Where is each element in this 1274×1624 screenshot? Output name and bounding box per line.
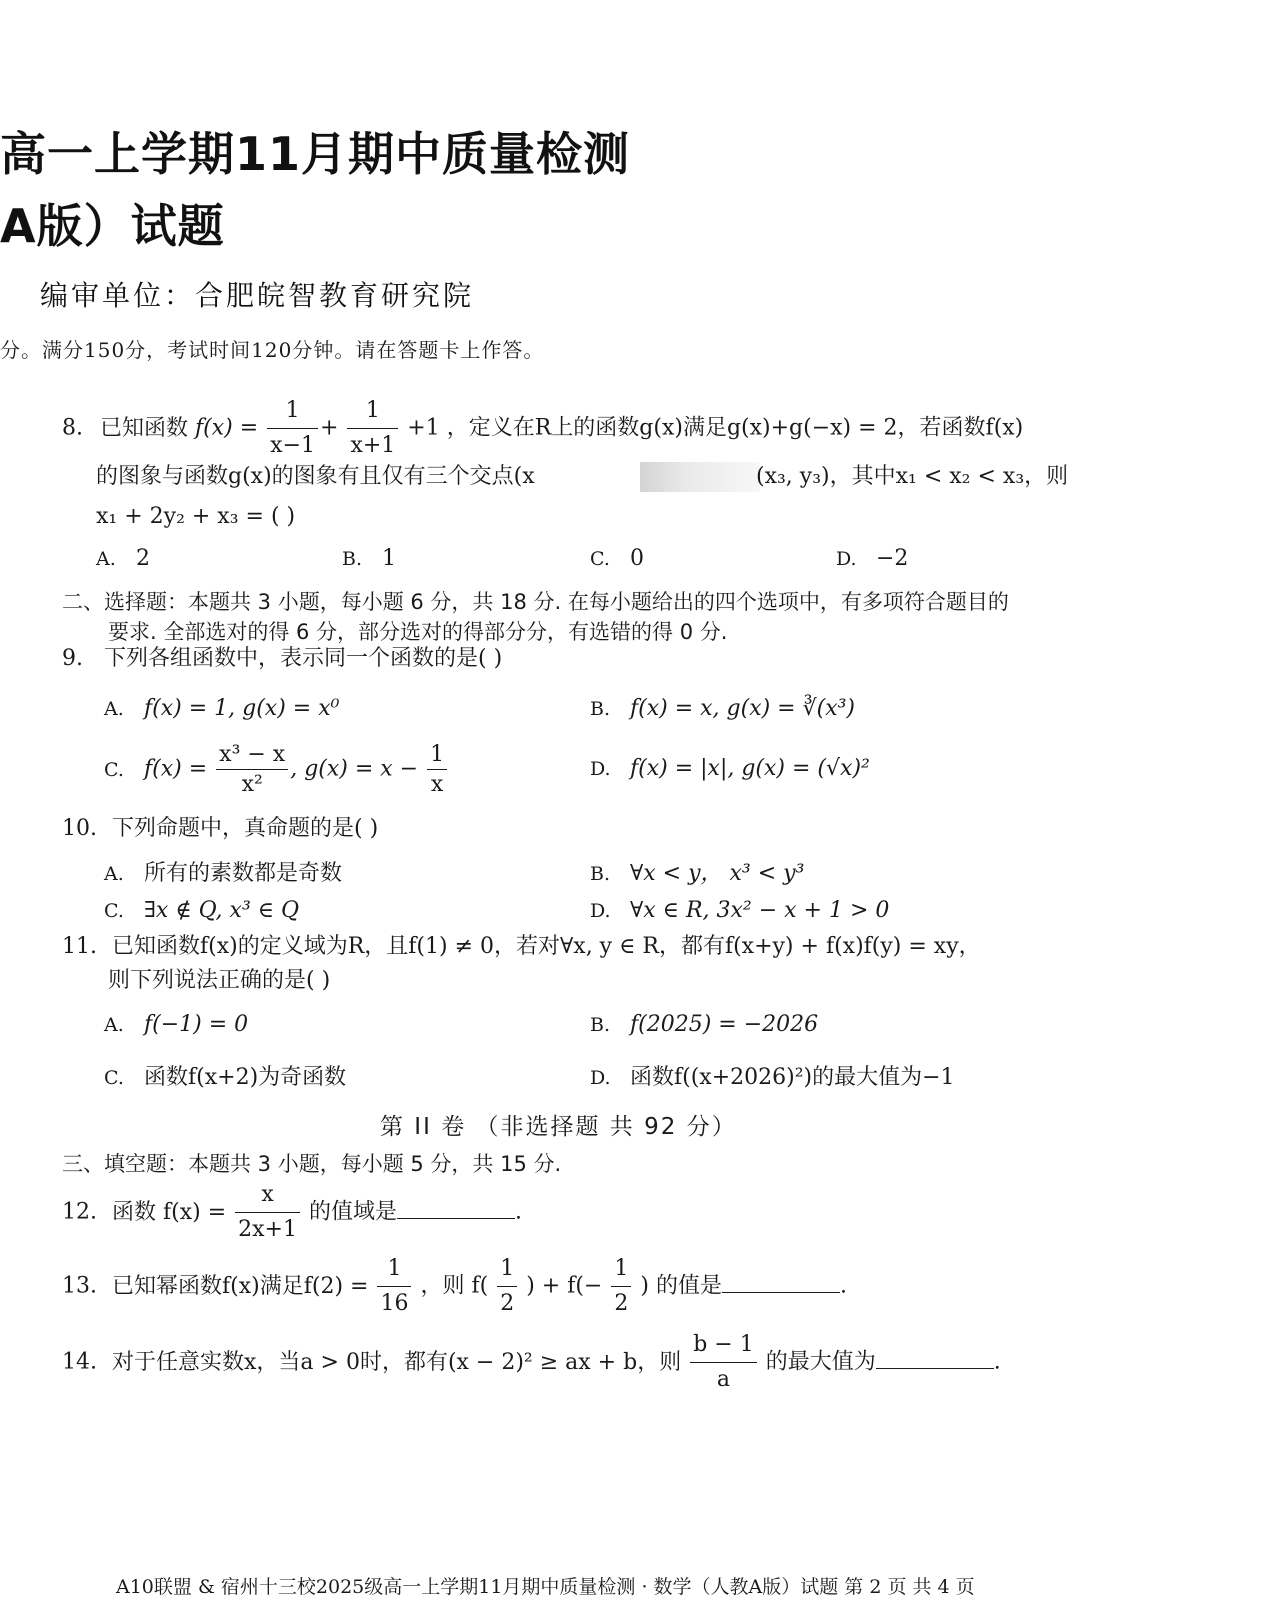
q13-mid: ，则 f( — [420, 1273, 489, 1299]
q8-option-b-label: B. — [342, 548, 363, 570]
q14-frac-num: b − 1 — [690, 1330, 757, 1363]
q9-option-c-frac2 — [427, 742, 447, 797]
q10-option-b-text: ∀x < y， x³ < y³ — [630, 861, 805, 886]
q14-post: 的最大值为 — [765, 1349, 876, 1375]
exam-title-line1: 高一上学期11月期中质量检测 — [0, 127, 631, 181]
q9-number: 9. — [62, 646, 83, 671]
q9-option-b-text: f(x) = x, g(x) = ∛(x³) — [630, 696, 856, 721]
q12-post: 的值域是 — [308, 1199, 397, 1225]
q13-half-1 — [497, 1254, 517, 1319]
q9-c-frac2-num: 1 — [427, 742, 447, 770]
q9-option-b — [590, 696, 855, 721]
q8-option-d — [836, 546, 908, 571]
q13-mid3: ) — [640, 1273, 649, 1299]
q14-fraction — [690, 1330, 757, 1395]
q12-end: . — [515, 1199, 522, 1225]
q11-option-d-label: D. — [590, 1067, 611, 1089]
q8-option-b — [342, 546, 396, 571]
q13-half2-den: 2 — [614, 1291, 629, 1316]
q11-line1: 已知函数f(x)的定义域为R，且f(1) ≠ 0，若对∀x, y ∈ R，都有f(x+y) + f(x)f(y) = xy， — [112, 934, 981, 959]
page-footer: A10联盟 & 宿州十三校2025级高一上学期11月期中质量检测 · 数学（人教A版）试题 第 2 页 共 4 页 — [116, 1576, 975, 1598]
q13-mid2: ) + f(− — [526, 1273, 603, 1299]
q8-text-b: ，定义在R上的函数g(x)满足g(x)+g(−x) = 2，若函数f(x) — [446, 415, 1024, 441]
q9-c-frac1-den: x² — [241, 772, 263, 797]
q14-number: 14. — [62, 1349, 97, 1375]
q10-option-b — [590, 856, 804, 887]
q11-option-a-text: f(−1) = 0 — [144, 1012, 249, 1037]
q8-frac1-num: 1 — [267, 396, 318, 429]
q10-option-d — [590, 898, 889, 923]
q14-answer-blank[interactable] — [876, 1348, 994, 1369]
part2-heading: 第 II 卷 （非选择题 共 92 分） — [380, 1114, 737, 1140]
q11-option-d-text: 函数f((x+2026)²)的最大值为−1 — [630, 1065, 955, 1090]
q10-option-d-label: D. — [590, 900, 611, 922]
q9-option-c-frac1 — [216, 742, 288, 797]
q12-frac-den: 2x+1 — [238, 1217, 297, 1242]
q11-option-c-text: 函数f(x+2)为奇函数 — [144, 1065, 347, 1090]
q8-line2a: 的图象与函数g(x)的图象有且仅有三个交点(x — [96, 464, 535, 489]
q9-option-c — [104, 742, 449, 797]
q9-stem: 下列各组函数中，表示同一个函数的是( ) — [104, 646, 503, 671]
q12-answer-blank[interactable] — [397, 1198, 515, 1219]
q10-option-d-text: ∀x ∈ R, 3x² − x + 1 > 0 — [630, 898, 890, 923]
q14-frac-den: a — [716, 1367, 731, 1392]
section2-line1: 二、选择题：本题共 3 小题，每小题 6 分，共 18 分. 在每小题给出的四个选项中，有多项符合题目的 — [62, 590, 1009, 614]
q10-option-a-label: A. — [104, 863, 124, 885]
q9-c-frac1-num: x³ − x — [216, 742, 288, 770]
exam-note: 分。满分150分，考试时间120分钟。请在答题卡上作答。 — [0, 338, 545, 362]
q12-row — [62, 1180, 522, 1245]
q11-line2: 则下列说法正确的是( ) — [108, 968, 331, 993]
q12-frac-num: x — [235, 1180, 300, 1213]
q11-option-a — [104, 1012, 248, 1037]
q8-option-a — [96, 546, 150, 571]
q13-fraction — [377, 1254, 411, 1319]
q8-option-d-value: −2 — [876, 546, 909, 571]
q10-option-b-label: B. — [590, 863, 611, 885]
q10-option-a-text: 所有的素数都是奇数 — [144, 861, 343, 886]
q8-fraction-2 — [347, 396, 398, 461]
q13-row — [62, 1254, 847, 1319]
q9-option-a-label: A. — [104, 698, 124, 720]
q11-option-a-label: A. — [104, 1014, 124, 1036]
q8-line1: 8. 已知函数 f(x) = $\frac{1}{x-1}$ + $\frac{1}{x+1}$ +1 ，定义在R上的函数g(x)满足g(x)+g(−x) = 2，若函数f(x) — [62, 396, 1023, 461]
q11-option-b-text: f(2025) = −2026 — [630, 1012, 819, 1037]
q9-option-b-label: B. — [590, 698, 611, 720]
q11-option-b-label: B. — [590, 1014, 611, 1036]
q9-option-d-text: f(x) = |x|, g(x) = (√x)² — [630, 756, 870, 781]
q8-text-a: 已知函数 — [100, 415, 189, 441]
q8-option-a-value: 2 — [136, 546, 150, 571]
q8-frac2-num: 1 — [347, 396, 398, 429]
q13-post: 的值是 — [655, 1273, 722, 1299]
q8-option-b-value: 1 — [382, 546, 396, 571]
q9-option-c-label: C. — [104, 758, 124, 781]
q11-option-d — [590, 1060, 955, 1091]
q13-half-2 — [611, 1254, 631, 1319]
q13-pre: 已知幂函数f(x)满足f(2) = — [112, 1273, 369, 1299]
q11-option-b — [590, 1012, 818, 1037]
blurred-region — [640, 462, 760, 492]
q10-stem: 下列命题中，真命题的是( ) — [112, 816, 379, 841]
q13-half2-num: 1 — [611, 1254, 631, 1287]
q13-end: . — [839, 1273, 847, 1299]
q14-pre: 对于任意实数x，当a > 0时，都有(x − 2)² ≥ ax + b，则 — [112, 1349, 682, 1375]
q8-frac2-den: x+1 — [350, 433, 396, 458]
q13-half1-num: 1 — [497, 1254, 517, 1287]
q14-end: . — [993, 1349, 1001, 1375]
q10-option-a — [104, 856, 342, 887]
q8-option-c-value: 0 — [630, 546, 644, 571]
q14-row — [62, 1330, 1001, 1395]
q11-number: 11. — [62, 934, 97, 959]
q13-number: 13. — [62, 1273, 97, 1299]
q8-option-c-label: C. — [590, 548, 610, 570]
q13-answer-blank[interactable] — [722, 1272, 840, 1293]
q8-frac1-den: x−1 — [270, 433, 316, 458]
q12-number: 12. — [62, 1199, 97, 1225]
q11-option-c — [104, 1060, 346, 1091]
q8-fx: f(x) = — [195, 415, 259, 441]
exam-title-line2: A版）试题 — [0, 199, 225, 253]
q9-option-d-label: D. — [590, 758, 611, 780]
q8-option-a-label: A. — [96, 548, 116, 570]
q12-fraction — [235, 1180, 300, 1245]
q8-option-c — [590, 546, 644, 571]
q9-option-d — [590, 756, 870, 781]
q8-fraction-1 — [267, 396, 318, 461]
q10-option-c-text: ∃x ∉ Q, x³ ∈ Q — [144, 898, 300, 923]
q10-option-c-label: C. — [104, 900, 124, 922]
q8-line2b: (x₃, y₃)，其中x₁ < x₂ < x₃，则 — [756, 464, 1069, 489]
q13-half1-den: 2 — [500, 1291, 515, 1316]
q13-frac-den: 16 — [380, 1291, 409, 1316]
section3-heading: 三、填空题：本题共 3 小题，每小题 5 分，共 15 分. — [62, 1152, 562, 1176]
q10-number: 10. — [62, 816, 97, 841]
q8-number: 8. — [62, 415, 83, 441]
q8-plus-one: +1 — [407, 415, 440, 441]
q9-option-c-mid: , g(x) = x − — [290, 756, 419, 782]
editing-unit: 编审单位：合肥皖智教育研究院 — [40, 279, 475, 312]
q9-stem-row — [62, 644, 502, 674]
q11-option-c-label: C. — [104, 1067, 124, 1089]
q12-pre: 函数 f(x) = — [112, 1199, 227, 1225]
q10-option-c — [104, 898, 299, 923]
q9-option-a-text: f(x) = 1, g(x) = x⁰ — [144, 696, 340, 721]
section2-line2: 要求. 全部选对的得 6 分，部分选对的得部分分，有选错的得 0 分. — [108, 620, 728, 644]
q9-option-a — [104, 696, 339, 721]
q9-c-frac2-den: x — [430, 772, 444, 797]
q8-line3: x₁ + 2y₂ + x₃ = ( ) — [96, 504, 296, 529]
q11-line1-row — [62, 932, 981, 962]
q13-frac-num: 1 — [377, 1254, 411, 1287]
q9-option-c-pre: f(x) = — [144, 756, 208, 782]
q8-option-d-label: D. — [836, 548, 857, 570]
q10-stem-row — [62, 814, 378, 844]
